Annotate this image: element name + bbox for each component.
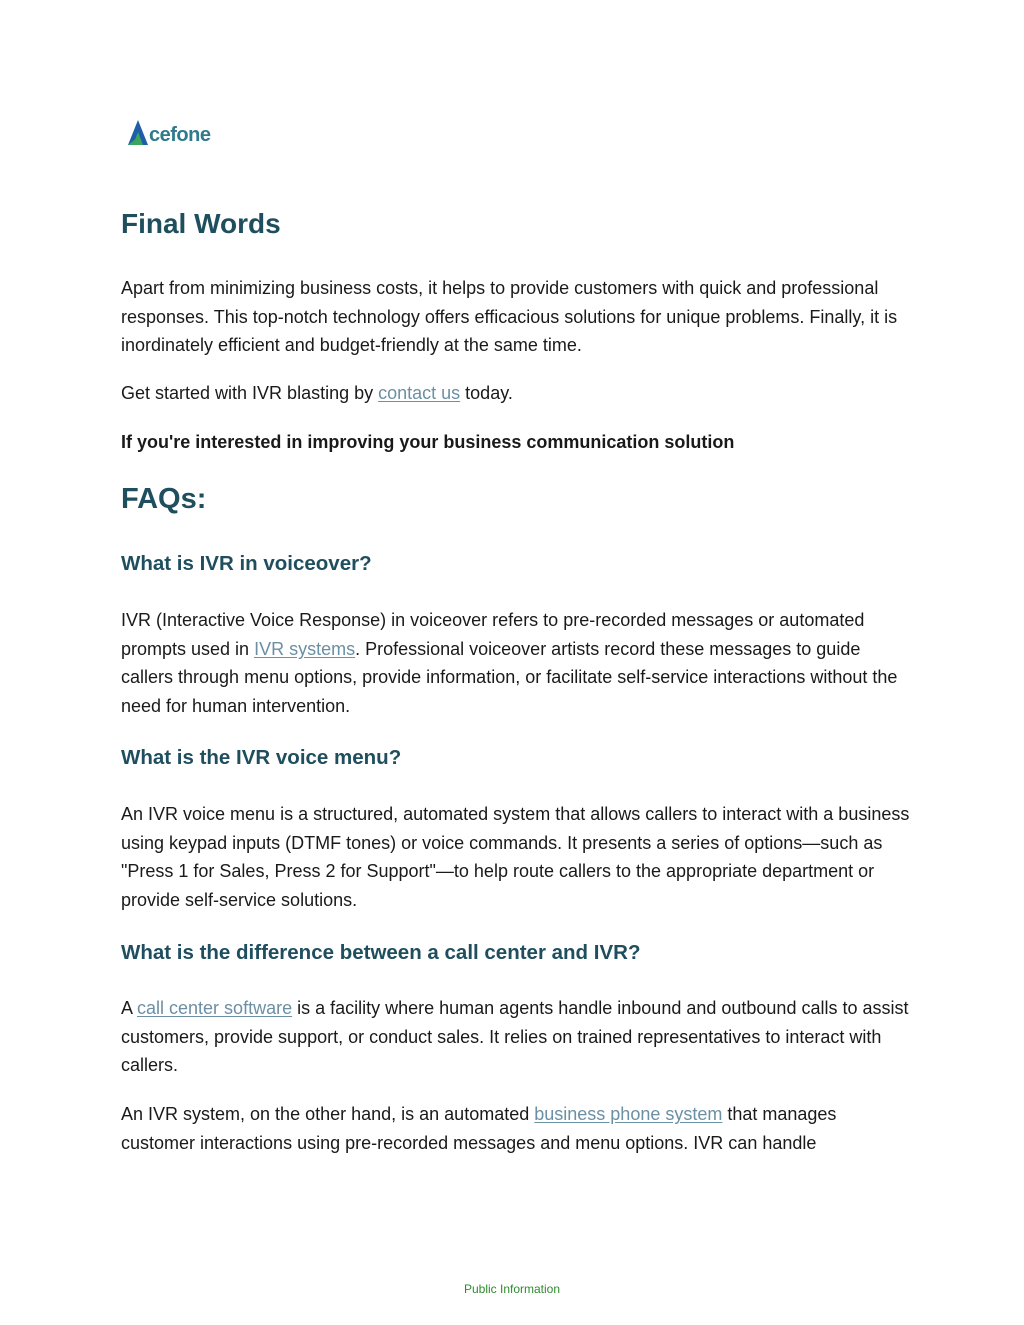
faq-answer-ivr-voice-menu: An IVR voice menu is a structured, automated system that allows callers to interact with a business using keypad inputs (DTMF tones) or voice commands. It presents a series of options—such as "Press 1 for Sales, Press 2 for Support"—to help route callers to the appropriate department or provide self-service solutions. (121, 804, 910, 910)
footer-classification: Public Information (463, 1282, 561, 1296)
cta-paragraph (121, 379, 911, 408)
faq-answer-ivr-system (121, 1100, 911, 1157)
call-center-software-link[interactable]: call center software (137, 998, 293, 1018)
acefone-logo-icon (126, 118, 150, 146)
answer-text: A (121, 998, 138, 1018)
final-words-paragraph: Apart from minimizing business costs, it helps to provide customers with quick and professional responses. This top-notch technology offers efficacious solutions for unique problems. Finally, it is inordinately efficient and budget-friendly at the same time. (121, 278, 898, 356)
faq-question-call-center-vs-ivr: What is the difference between a call center and IVR? (121, 941, 641, 964)
faqs-heading: FAQs: (121, 483, 207, 515)
answer-text: An IVR system, on the other hand, is an automated (121, 1104, 535, 1124)
cta-prefix: Get started with IVR blasting by (121, 383, 379, 403)
acefone-logo (126, 116, 210, 146)
answer-text: is a facility where human agents handle inbound and outbound calls to assist customers, provide support, or conduct sales. It relies on trained representatives to interact with callers. (121, 998, 909, 1076)
answer-text: . Professional voiceover artists record these messages to guide callers through menu options, provide information, or facilitate self-service interactions without the need for human intervention. (121, 638, 898, 716)
business-phone-system-link[interactable]: business phone system (534, 1104, 723, 1124)
cta-suffix: today. (460, 383, 513, 403)
answer-text: that manages customer interactions using pre-recorded messages and menu options. IVR can handle (121, 1104, 837, 1153)
bold-callout: If you're interested in improving your business communication solution (121, 432, 735, 452)
faq-question-ivr-voiceover: What is IVR in voiceover? (121, 552, 372, 575)
contact-us-link[interactable]: contact us (378, 383, 461, 403)
answer-text: IVR (Interactive Voice Response) in voiceover refers to pre-recorded messages or automated prompts used in (121, 610, 865, 659)
faq-question-ivr-voice-menu: What is the IVR voice menu? (121, 746, 402, 769)
faq-answer-call-center (121, 994, 911, 1080)
logo-wordmark: cefone (149, 124, 211, 146)
ivr-systems-link[interactable]: IVR systems (254, 638, 356, 659)
faq-answer-ivr-voiceover (121, 606, 911, 720)
final-words-heading: Final Words (121, 208, 281, 239)
